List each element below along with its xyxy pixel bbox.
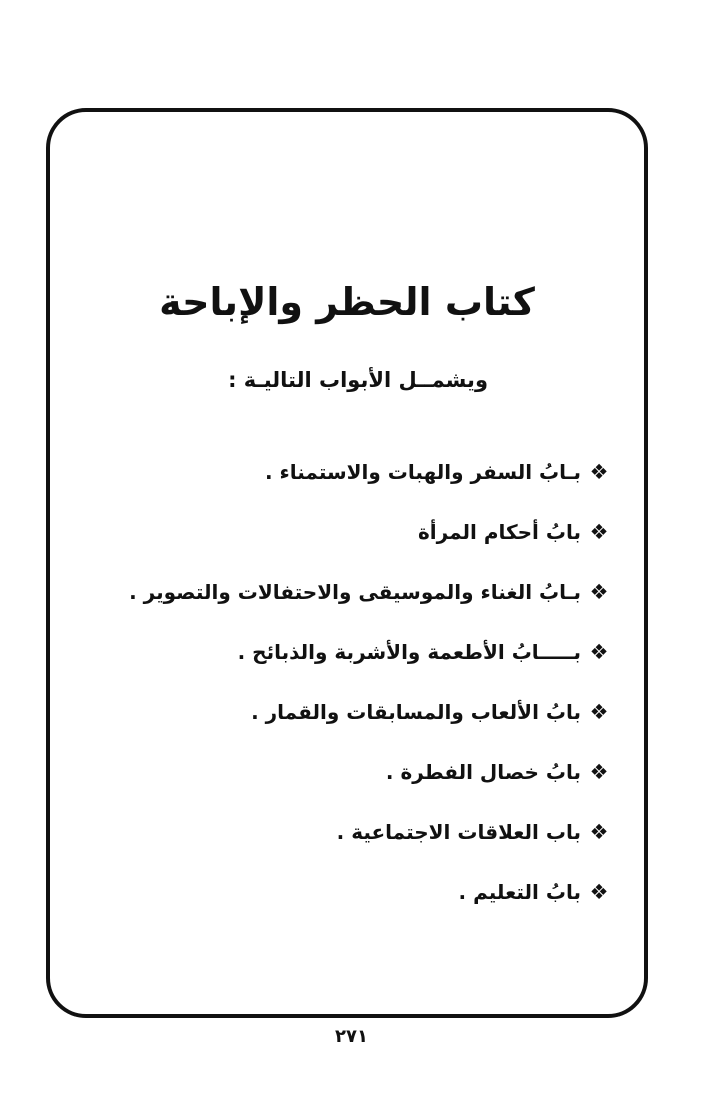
chapter-label: بابُ أحكام المرأة (418, 520, 581, 544)
list-item (129, 802, 613, 862)
diamond-bullet-icon: ❖ (589, 579, 609, 604)
list-item (129, 682, 613, 742)
chapter-label: بابُ الألعاب والمسابقات والقمار . (251, 700, 581, 724)
diamond-bullet-icon: ❖ (589, 459, 609, 484)
diamond-bullet-icon: ❖ (589, 519, 609, 544)
chapter-label: بـــــابُ الأطعمة والأشربة والذبائح . (237, 640, 581, 664)
diamond-bullet-icon: ❖ (589, 639, 609, 664)
list-item (129, 442, 613, 502)
chapter-label: باب العلاقات الاجتماعية . (336, 820, 581, 844)
chapter-list (129, 442, 613, 922)
chapter-label: بـابُ السفر والهبات والاستمناء . (264, 460, 581, 484)
chapters-intro: ويشمــل الأبواب التاليـة : (228, 368, 488, 392)
chapter-label: بـابُ الغناء والموسيقى والاحتفالات والتصوير . (129, 580, 581, 604)
book-title: كتاب الحظر والإباحة (159, 280, 535, 324)
chapter-label: بابُ خصال الفطرة . (385, 760, 581, 784)
list-item (129, 562, 613, 622)
diamond-bullet-icon: ❖ (589, 759, 609, 784)
list-item (129, 502, 613, 562)
list-item (129, 862, 613, 922)
diamond-bullet-icon: ❖ (589, 879, 609, 904)
diamond-bullet-icon: ❖ (589, 699, 609, 724)
chapter-label: بابُ التعليم . (458, 880, 581, 904)
list-item (129, 742, 613, 802)
list-item (129, 622, 613, 682)
page-number: ٢٧١ (335, 1026, 368, 1047)
diamond-bullet-icon: ❖ (589, 819, 609, 844)
